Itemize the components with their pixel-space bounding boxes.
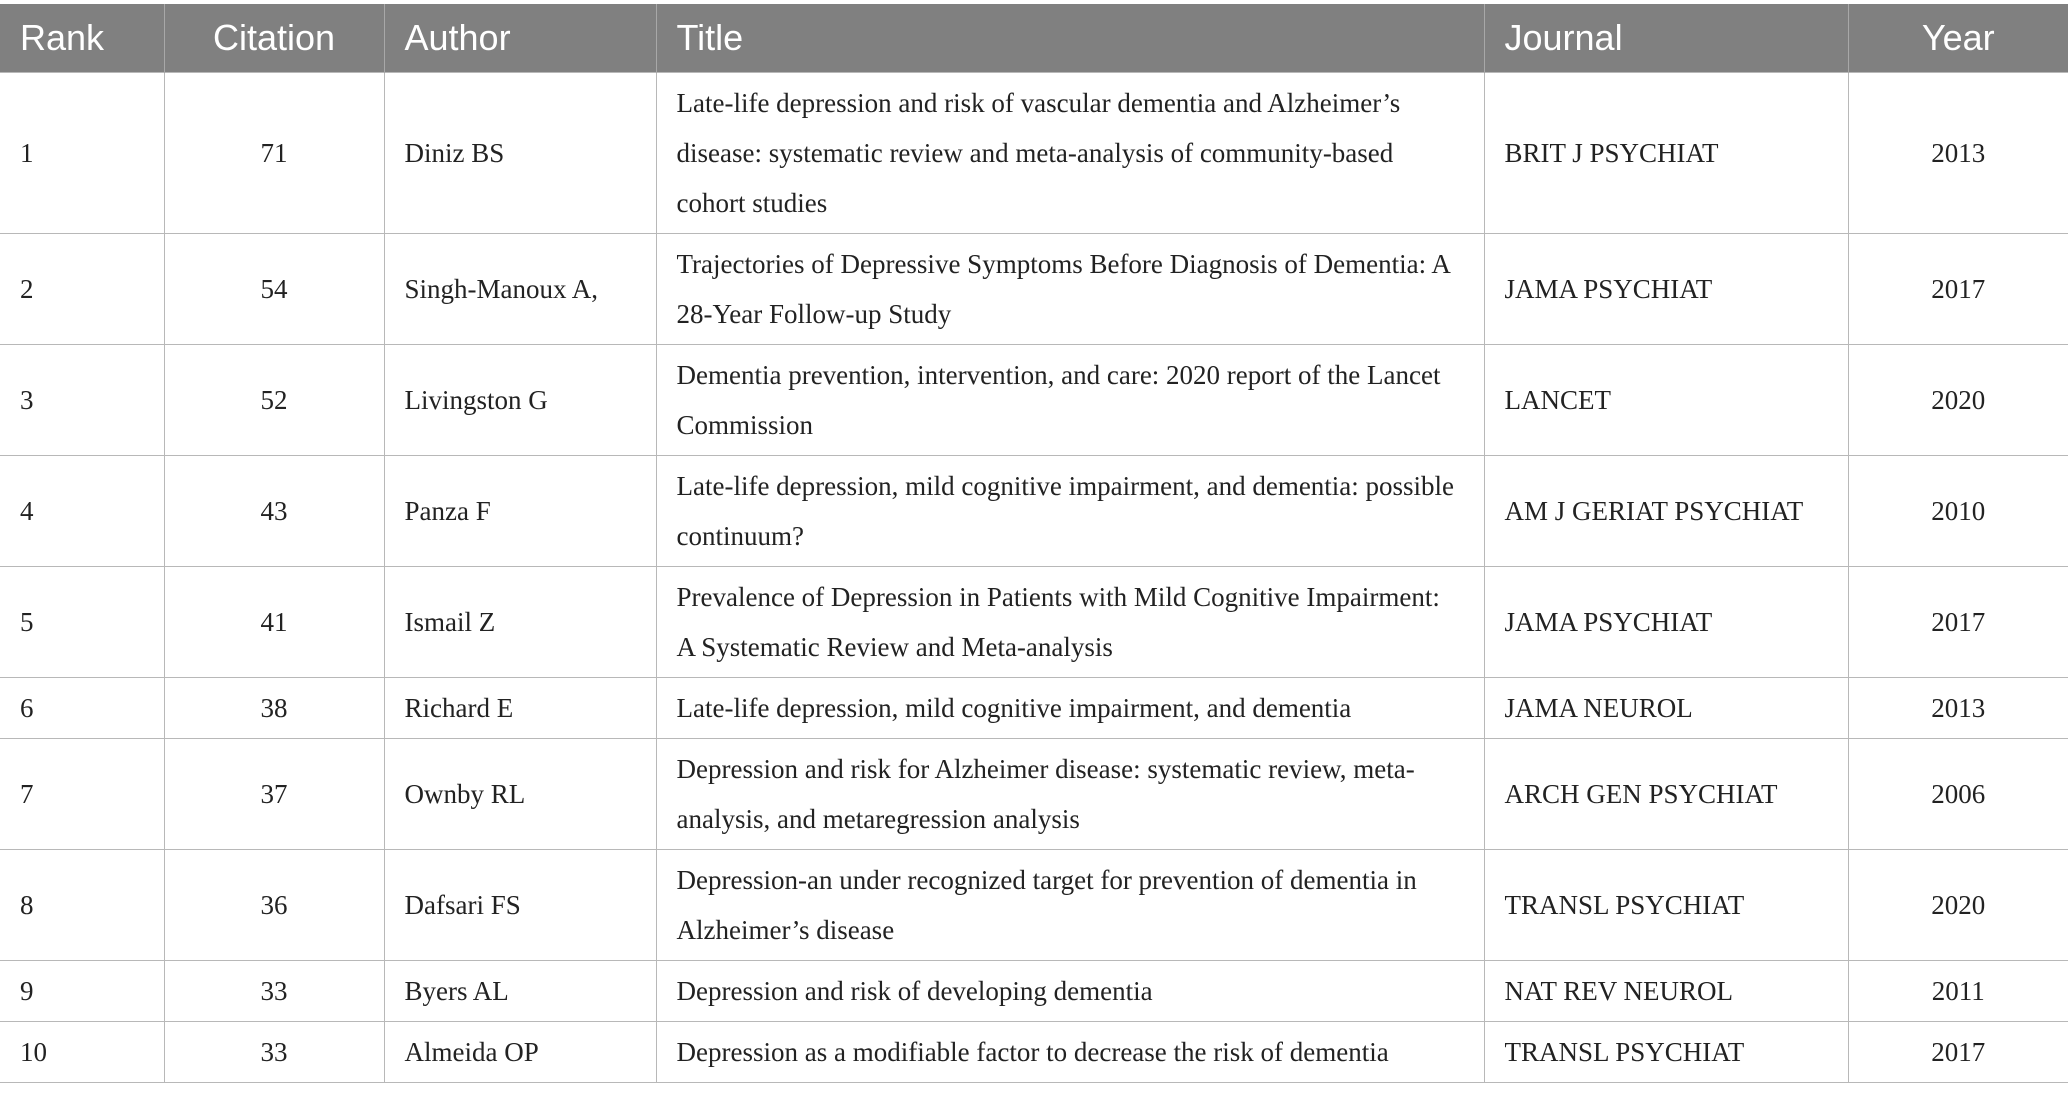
cell-author: Diniz BS	[384, 72, 656, 233]
header-author: Author	[384, 4, 656, 72]
cell-author: Livingston G	[384, 344, 656, 455]
cell-year: 2020	[1848, 344, 2068, 455]
cell-year: 2010	[1848, 455, 2068, 566]
cell-title: Depression-an under recognized target for prevention of dementia in Alzheimer’s disease	[656, 849, 1484, 960]
cell-journal: JAMA PSYCHIAT	[1484, 233, 1848, 344]
cell-journal: LANCET	[1484, 344, 1848, 455]
table-row	[0, 455, 2068, 566]
cell-author: Singh-Manoux A,	[384, 233, 656, 344]
cell-year: 2013	[1848, 677, 2068, 738]
cell-rank: 9	[0, 960, 164, 1021]
cell-journal: JAMA NEUROL	[1484, 677, 1848, 738]
cell-citation: 33	[164, 960, 384, 1021]
cell-year: 2020	[1848, 849, 2068, 960]
cell-year: 2017	[1848, 1021, 2068, 1082]
cell-journal: AM J GERIAT PSYCHIAT	[1484, 455, 1848, 566]
cell-citation: 41	[164, 566, 384, 677]
cell-title: Late-life depression, mild cognitive impairment, and dementia	[656, 677, 1484, 738]
cell-rank: 1	[0, 72, 164, 233]
cell-citation: 33	[164, 1021, 384, 1082]
cell-year: 2017	[1848, 566, 2068, 677]
cell-journal: ARCH GEN PSYCHIAT	[1484, 738, 1848, 849]
cell-journal: TRANSL PSYCHIAT	[1484, 1021, 1848, 1082]
header-year: Year	[1921, 16, 1995, 58]
table-row	[0, 738, 2068, 849]
cell-citation: 43	[164, 455, 384, 566]
header-rank: Rank	[0, 4, 164, 72]
cell-rank: 4	[0, 455, 164, 566]
cell-author: Panza F	[384, 455, 656, 566]
header-citation: Citation	[164, 4, 384, 72]
cell-year: 2017	[1848, 233, 2068, 344]
cell-citation: 54	[164, 233, 384, 344]
cell-title: Late-life depression, mild cognitive impairment, and dementia: possible continuum?	[656, 455, 1484, 566]
cell-author: Byers AL	[384, 960, 656, 1021]
cell-rank: 6	[0, 677, 164, 738]
cell-journal: NAT REV NEUROL	[1484, 960, 1848, 1021]
top-cited-references-table	[0, 4, 2068, 1083]
cell-citation: 38	[164, 677, 384, 738]
cell-journal: TRANSL PSYCHIAT	[1484, 849, 1848, 960]
cell-rank: 7	[0, 738, 164, 849]
cell-rank: 2	[0, 233, 164, 344]
citations-table-container	[0, 4, 2068, 1083]
cell-citation: 71	[164, 72, 384, 233]
cell-rank: 8	[0, 849, 164, 960]
cell-rank: 3	[0, 344, 164, 455]
table-row	[0, 1021, 2068, 1082]
cell-author: Ismail Z	[384, 566, 656, 677]
cell-rank: 10	[0, 1021, 164, 1082]
cell-title: Late-life depression and risk of vascular dementia and Alzheimer’s disease: systematic review and meta-analysis of community-based cohort studies	[656, 72, 1484, 233]
cell-citation: 36	[164, 849, 384, 960]
cell-title: Dementia prevention, intervention, and care: 2020 report of the Lancet Commission	[656, 344, 1484, 455]
cell-author: Ownby RL	[384, 738, 656, 849]
cell-author: Dafsari FS	[384, 849, 656, 960]
table-row	[0, 677, 2068, 738]
table-row	[0, 849, 2068, 960]
cell-title: Depression as a modifiable factor to decrease the risk of dementia	[656, 1021, 1484, 1082]
header-row	[0, 4, 2068, 72]
header-title: Title	[656, 4, 1484, 72]
table-body	[0, 72, 2068, 1082]
cell-author: Almeida OP	[384, 1021, 656, 1082]
cell-year: 2013	[1848, 72, 2068, 233]
table-row	[0, 344, 2068, 455]
cell-title: Prevalence of Depression in Patients with Mild Cognitive Impairment: A Systematic Review and Meta-analysis	[656, 566, 1484, 677]
cell-citation: 37	[164, 738, 384, 849]
cell-journal: JAMA PSYCHIAT	[1484, 566, 1848, 677]
cell-rank: 5	[0, 566, 164, 677]
table-row	[0, 960, 2068, 1021]
table-row	[0, 566, 2068, 677]
cell-title: Depression and risk for Alzheimer disease: systematic review, meta-analysis, and metaregression analysis	[656, 738, 1484, 849]
table-row	[0, 72, 2068, 233]
cell-year: 2006	[1848, 738, 2068, 849]
cell-citation: 52	[164, 344, 384, 455]
table-header	[0, 4, 2068, 72]
cell-title: Depression and risk of developing dementia	[656, 960, 1484, 1021]
cell-year: 2011	[1848, 960, 2068, 1021]
cell-journal: BRIT J PSYCHIAT	[1484, 72, 1848, 233]
cell-title: Trajectories of Depressive Symptoms Before Diagnosis of Dementia: A 28-Year Follow-up Study	[656, 233, 1484, 344]
table-row	[0, 233, 2068, 344]
header-journal: Journal	[1484, 4, 1848, 72]
cell-author: Richard E	[384, 677, 656, 738]
